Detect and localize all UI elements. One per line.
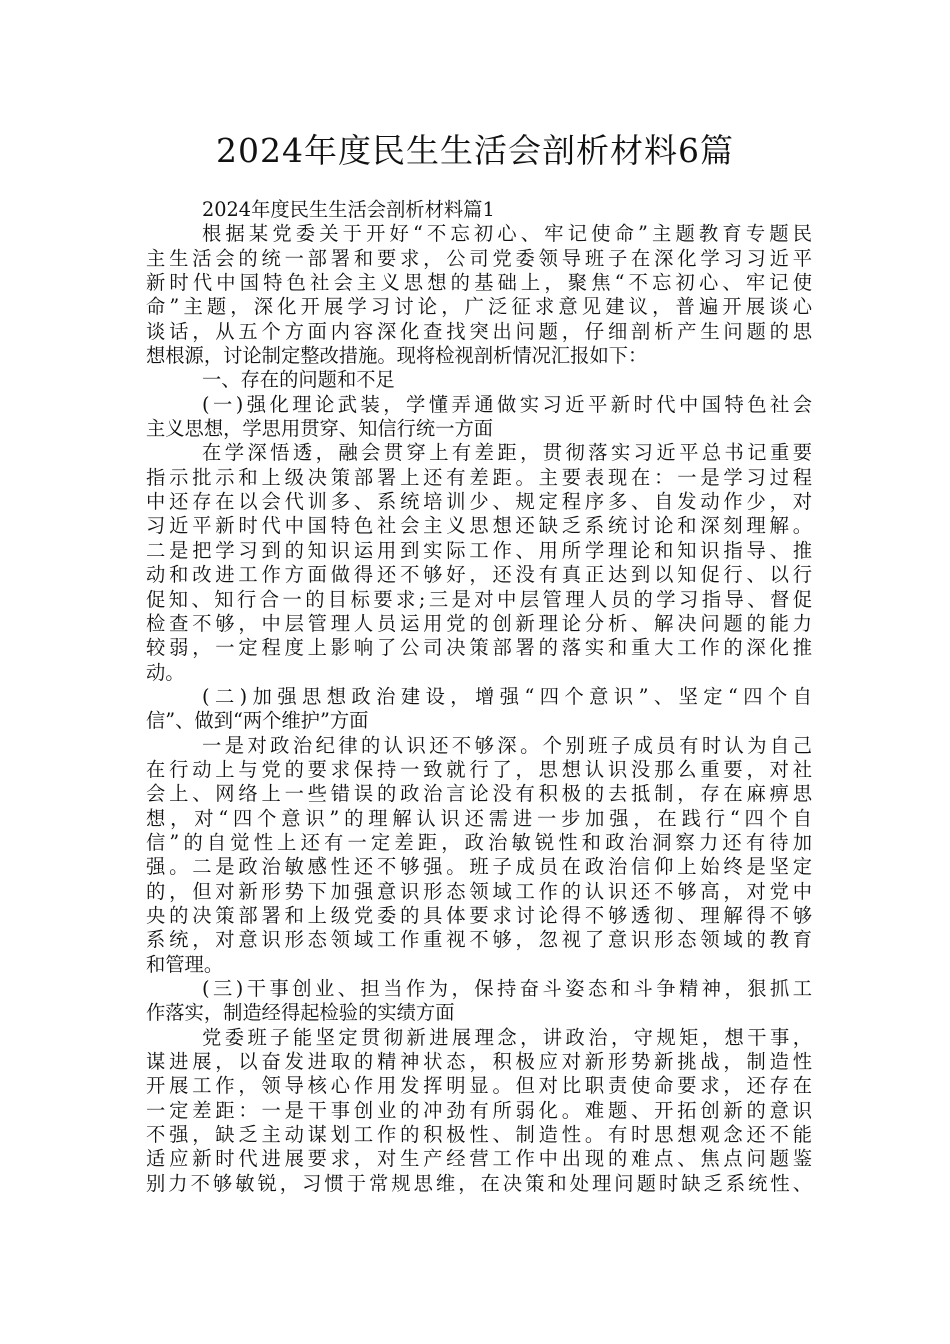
text-line: 新时代中国特色社会主义思想的基础上，聚焦“不忘初心、牢记使 — [146, 271, 812, 295]
text-line: 一定差距：一是干事创业的冲劲有所弱化。难题、开拓创新的意识 — [146, 1098, 812, 1122]
text-line: 想根源，讨论制定整改措施。现将检视剖析情况汇报如下： — [146, 344, 648, 368]
document-title: 2024年度民生生活会剖析材料6篇 — [216, 131, 734, 170]
text-line: 动。 — [146, 660, 185, 684]
text-line: 信”、做到“两个维护”方面 — [146, 709, 369, 733]
text-line: 信”的自觉性上还有一定差距，政治敏锐性和政治洞察力还有待加 — [146, 830, 812, 854]
text-line: 促知、知行合一的目标要求;三是对中层管理人员的学习指导、督促 — [146, 587, 812, 611]
text-line: 党委班子能坚定贯彻新进展理念，讲政治，守规矩，想干事， — [202, 1025, 812, 1049]
text-line: 的，但对新形势下加强意识形态领域工作的认识还不够高，对党中 — [146, 879, 812, 903]
text-line: 动和改进工作方面做得还不够好，还没有真正达到以知促行、以行 — [146, 563, 812, 587]
text-line: 2024年度民生生活会剖析材料篇1 — [202, 198, 495, 221]
text-line: 强。二是政治敏感性还不够强。班子成员在政治信仰上始终是坚定 — [146, 855, 812, 879]
text-line: 别力不够敏锐，习惯于常规思维，在决策和处理问题时缺乏系统性、 — [146, 1171, 812, 1195]
text-line: 作落实，制造经得起检验的实绩方面 — [146, 1001, 455, 1025]
text-line: 想，对“四个意识”的理解认识还需进一步加强，在践行“四个自 — [146, 806, 812, 830]
text-line: 主生活会的统一部署和要求，公司党委领导班子在深化学习习近平 — [146, 246, 812, 270]
text-line: (一)强化理论武装，学懂弄通做实习近平新时代中国特色社会 — [202, 392, 812, 416]
document-body — [146, 198, 812, 1196]
text-line: 检查不够，中层管理人员运用党的创新理论分析、解决问题的能力 — [146, 611, 812, 635]
text-line: 一、存在的问题和不足 — [202, 368, 395, 392]
text-line: 央的决策部署和上级党委的具体要求讨论得不够透彻、理解得不够 — [146, 903, 812, 927]
text-line: 二是把学习到的知识运用到实际工作、用所学理论和知识指导、推 — [146, 538, 812, 562]
text-line: 较弱，一定程度上影响了公司决策部署的落实和重大工作的深化推 — [146, 636, 812, 660]
text-line: (三)干事创业、担当作为，保持奋斗姿态和斗争精神，狠抓工 — [202, 977, 812, 1000]
text-line: 根据某党委关于开好“不忘初心、牢记使命”主题教育专题民 — [202, 222, 812, 246]
text-line: 会上、网络上一些错误的政治言论没有积极的去抵制，存在麻痹思 — [146, 782, 812, 806]
text-line: 系统，对意识形态领域工作重视不够，忽视了意识形态领域的教育 — [146, 928, 812, 952]
text-line: 和管理。 — [146, 952, 224, 976]
text-line: 命”主题，深化开展学习讨论，广泛征求意见建议，普遍开展谈心 — [146, 295, 812, 319]
text-line: (二)加强思想政治建设，增强“四个意识”、坚定“四个自 — [202, 684, 812, 708]
text-line: 在行动上与党的要求保持一致就行了，思想认识没那么重要，对社 — [146, 757, 812, 781]
text-line: 习近平新时代中国特色社会主义思想还缺乏系统讨论和深刻理解。 — [146, 514, 812, 538]
text-line: 在学深悟透，融会贯穿上有差距，贯彻落实习近平总书记重要 — [202, 441, 812, 465]
text-line: 指示批示和上级决策部署上还有差距。主要表现在：一是学习过程 — [146, 465, 812, 489]
text-line: 中还存在以会代训多、系统培训少、规定程序多、自发动作少，对 — [146, 490, 812, 514]
text-line: 不强，缺乏主动谋划工作的积极性、制造性。有时思想观念还不能 — [146, 1123, 812, 1147]
text-line: 主义思想，学思用贯穿、知信行统一方面 — [146, 417, 494, 441]
text-line: 谋进展，以奋发进取的精神状态，积极应对新形势新挑战，制造性 — [146, 1050, 812, 1074]
text-line: 一是对政治纪律的认识还不够深。个别班子成员有时认为自己 — [202, 733, 812, 757]
text-line: 谈话，从五个方面内容深化查找突出问题，仔细剖析产生问题的思 — [146, 319, 812, 343]
text-line: 适应新时代进展要求，对生产经营工作中出现的难点、焦点问题鉴 — [146, 1147, 812, 1171]
text-line: 开展工作，领导核心作用发挥明显。但对比职责使命要求，还存在 — [146, 1074, 812, 1098]
